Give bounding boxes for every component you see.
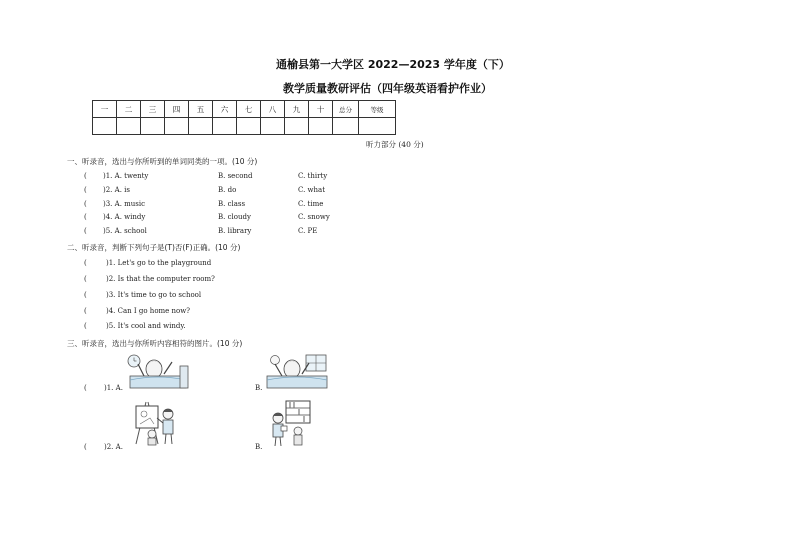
- s1-q4-option-a: )4. A. windy: [103, 213, 146, 221]
- s3-q2-label: )2. A.: [104, 443, 123, 451]
- s1-q1-paren: (: [84, 172, 87, 180]
- s1-q4-paren: (: [84, 213, 87, 221]
- score-col-7: 七: [237, 101, 261, 118]
- exam-title-line1: 通榆县第一大学区 2022—2023 学年度（下）: [276, 58, 510, 71]
- score-col-5: 五: [189, 101, 213, 118]
- s2-q1-sentence: )1. Let's go to the playground: [106, 259, 212, 267]
- s1-q1-option-c: C. thirty: [298, 172, 328, 180]
- listening-part-label: 听力部分 (40 分): [366, 140, 424, 149]
- s3-q1-label: )1. A.: [104, 384, 123, 392]
- s1-q5-option-c: C. PE: [298, 227, 318, 235]
- s3-q1-b-label: B.: [255, 384, 263, 392]
- s1-q5-option-a: )5. A. school: [103, 227, 147, 235]
- s1-q2-paren: (: [84, 186, 87, 194]
- score-col-3: 三: [141, 101, 165, 118]
- s2-q4-sentence: )4. Can I go home now?: [106, 307, 191, 315]
- s1-q3-paren: (: [84, 200, 87, 208]
- section3-title: 三、听录音，选出与你所听内容相符的图片。(10 分): [67, 339, 243, 348]
- s3-q2-paren: (: [84, 443, 87, 451]
- girl-waking-up-picture: [122, 352, 194, 392]
- s1-q5-option-b: B. library: [218, 227, 252, 235]
- score-cell: [165, 118, 189, 135]
- girl-waking-up-window-picture: [262, 352, 332, 392]
- score-cell: [285, 118, 309, 135]
- s2-q3-paren: (: [84, 291, 87, 299]
- children-reading-library-picture: [268, 400, 312, 448]
- score-col-10: 十: [309, 101, 333, 118]
- score-col-grade: 等级: [359, 101, 396, 118]
- score-cell: [309, 118, 333, 135]
- score-cell: [261, 118, 285, 135]
- s1-q3-option-b: B. class: [218, 200, 246, 208]
- score-cell: [359, 118, 396, 135]
- s1-q3-option-a: )3. A. music: [103, 200, 146, 208]
- section1-title: 一、听录音，选出与你所听到的单词同类的一项。(10 分): [67, 157, 258, 166]
- score-cell: [93, 118, 117, 135]
- score-col-2: 二: [117, 101, 141, 118]
- s2-q5-paren: (: [84, 322, 87, 330]
- score-cell: [189, 118, 213, 135]
- s1-q2-option-a: )2. A. is: [103, 186, 130, 194]
- score-table: [92, 100, 396, 135]
- s2-q5-sentence: )5. It's cool and windy.: [106, 322, 186, 330]
- s2-q1-paren: (: [84, 259, 87, 267]
- s1-q3-option-c: C. time: [298, 200, 324, 208]
- s2-q4-paren: (: [84, 307, 87, 315]
- score-col-8: 八: [261, 101, 285, 118]
- exam-title-line2: 教学质量教研评估（四年级英语看护作业）: [283, 82, 492, 95]
- s2-q2-paren: (: [84, 275, 87, 283]
- score-cell: [117, 118, 141, 135]
- score-table-header-row: [93, 101, 396, 118]
- score-col-4: 四: [165, 101, 189, 118]
- s1-q4-option-c: C. snowy: [298, 213, 330, 221]
- section2-title: 二、听录音，判断下列句子是(T)否(F)正确。(10 分): [67, 243, 241, 252]
- s1-q1-option-b: B. second: [218, 172, 253, 180]
- score-cell: [237, 118, 261, 135]
- s2-q3-sentence: )3. It's time to go to school: [106, 291, 202, 299]
- s2-q2-sentence: )2. Is that the computer room?: [106, 275, 215, 283]
- score-col-total: 总分: [333, 101, 359, 118]
- s1-q5-paren: (: [84, 227, 87, 235]
- score-cell: [213, 118, 237, 135]
- s1-q2-option-b: B. do: [218, 186, 237, 194]
- score-col-9: 九: [285, 101, 309, 118]
- s3-q2-b-label: B.: [255, 443, 263, 451]
- score-table-blank-row: [93, 118, 396, 135]
- s1-q4-option-b: B. cloudy: [218, 213, 251, 221]
- score-cell: [141, 118, 165, 135]
- score-col-1: 一: [93, 101, 117, 118]
- score-cell: [333, 118, 359, 135]
- s1-q2-option-c: C. what: [298, 186, 326, 194]
- s1-q1-option-a: )1. A. twenty: [103, 172, 149, 180]
- children-drawing-easel-picture: [130, 398, 182, 446]
- s3-q1-paren: (: [84, 384, 87, 392]
- score-col-6: 六: [213, 101, 237, 118]
